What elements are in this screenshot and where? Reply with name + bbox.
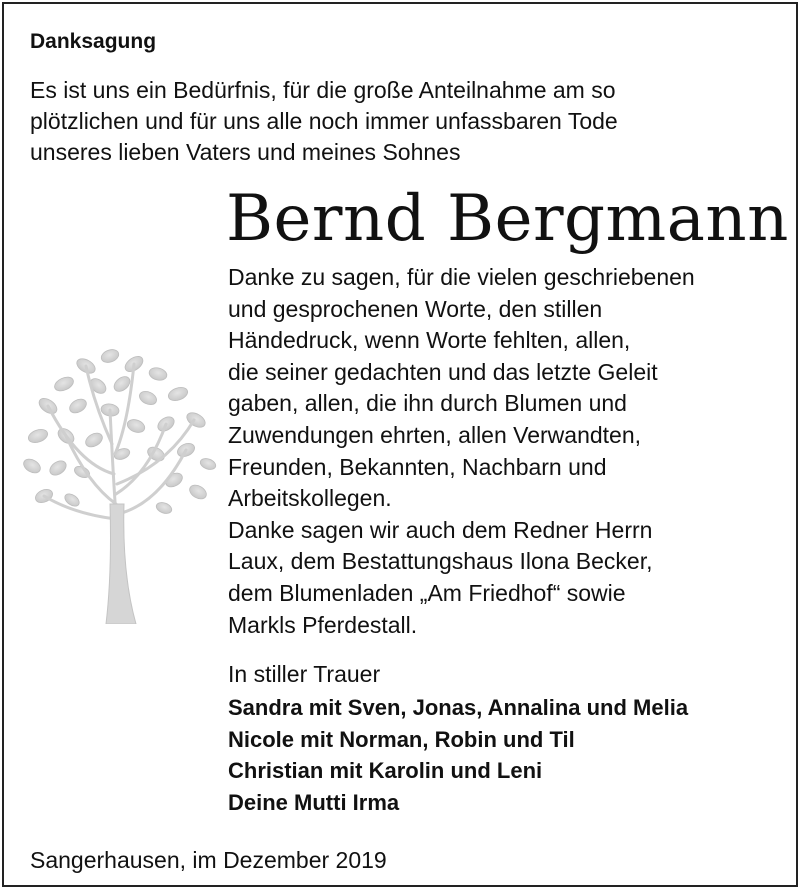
thanks-line: gaben, allen, die ihn durch Blumen und <box>228 390 627 417</box>
thanks-line: Danke zu sagen, für die vielen geschriebenen <box>228 264 695 290</box>
intro-line: Es ist uns ein Bedürfnis, für die große Anteilnahme am so <box>30 77 616 103</box>
intro-line: plötzlichen und für uns alle noch immer unfassbaren Tode <box>30 108 618 134</box>
intro-line: unseres lieben Vaters und meines Sohnes <box>30 139 461 165</box>
family-signatures <box>228 692 688 818</box>
thanks-line: Arbeitskollegen. <box>228 485 392 512</box>
deceased-name: Bernd Bergmann <box>226 182 789 256</box>
thanks-line: Händedruck, wenn Worte fehlten, allen, <box>228 327 631 354</box>
thanks-line: die seiner gedachten und das letzte Geleit <box>228 358 658 385</box>
notice-heading: Danksagung <box>30 30 157 53</box>
thanks-line: Freunden, Bekannten, Nachbarn und <box>228 453 607 480</box>
thanks-line: Laux, dem Bestattungshaus Ilona Becker, <box>228 548 653 575</box>
place-date: Sangerhausen, im Dezember 2019 <box>30 847 387 873</box>
thanks-line: Zuwendungen ehrten, allen Verwandten, <box>228 421 642 448</box>
thanks-line: und gesprochenen Worte, den stillen <box>228 295 603 322</box>
family-line: Sandra mit Sven, Jonas, Annalina und Melia <box>228 695 689 720</box>
thanks-line: Markls Pferdestall. <box>228 611 418 638</box>
intro-text <box>30 75 770 168</box>
thanks-line: Danke sagen wir auch dem Redner Herrn <box>228 516 653 543</box>
family-line: Deine Mutti Irma <box>228 789 400 815</box>
thanks-text <box>228 262 695 641</box>
thanks-line: dem Blumenladen „Am Friedhof“ sowie <box>228 579 626 606</box>
family-line: Nicole mit Norman, Robin und Til <box>228 726 575 752</box>
family-line: Christian mit Karolin und Leni <box>228 758 543 784</box>
obituary-notice <box>2 2 798 887</box>
mourning-label: In stiller Trauer <box>228 661 381 687</box>
tree-of-life-icon <box>18 344 218 624</box>
